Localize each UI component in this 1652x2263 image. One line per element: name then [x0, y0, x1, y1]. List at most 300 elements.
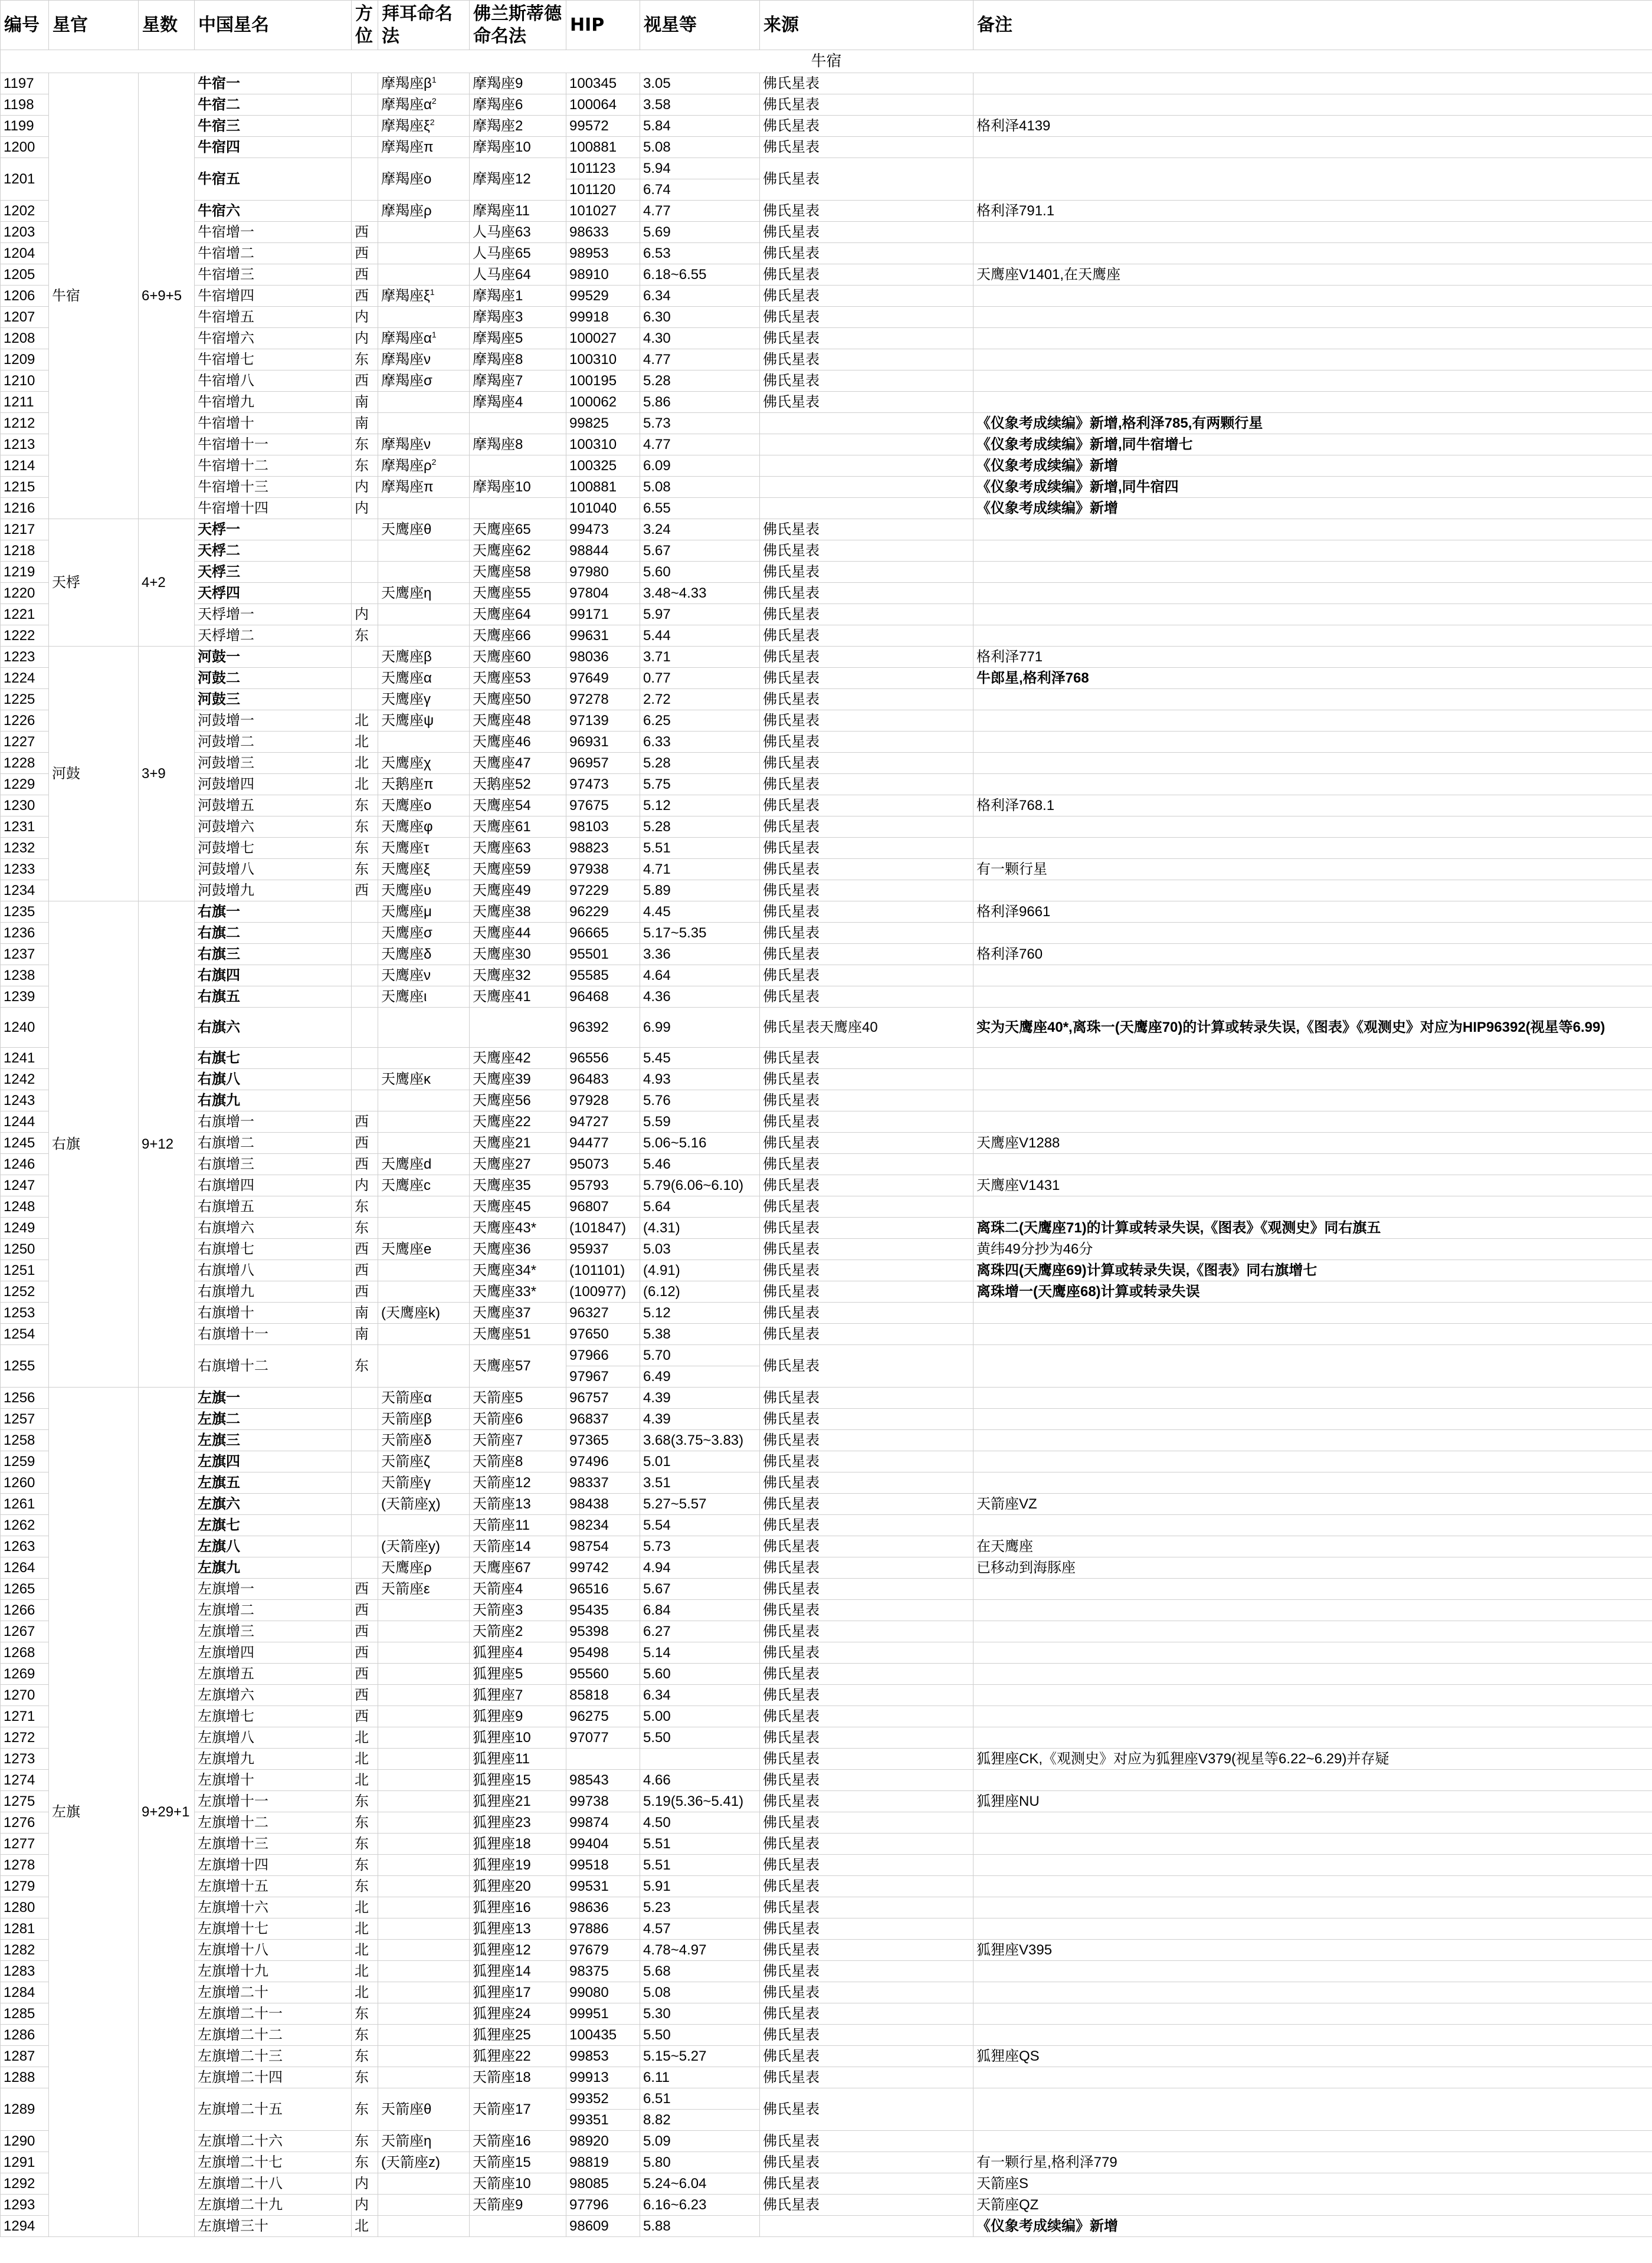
- source: 佛氏星表: [760, 583, 974, 604]
- notes: [974, 2067, 1652, 2088]
- chinese-star-name: 右旗增五: [195, 1196, 352, 1218]
- source: 佛氏星表: [760, 901, 974, 923]
- hip-number: 99351: [566, 2110, 640, 2131]
- direction: 内: [352, 2173, 378, 2195]
- source: 佛氏星表: [760, 328, 974, 349]
- notes: 《仪象考成续编》新增: [974, 498, 1652, 519]
- table-row: [1, 540, 1652, 562]
- hip-number: 95560: [566, 1664, 640, 1685]
- bayer-text: 天鹰座δ: [381, 946, 432, 962]
- bayer-designation: [378, 1961, 470, 1982]
- table-body: [1, 50, 1652, 2237]
- magnitude: 5.51: [640, 838, 760, 859]
- chinese-star-name: 左旗增十: [195, 1770, 352, 1791]
- source: 佛氏星表: [760, 1897, 974, 1918]
- chinese-star-name: 天桴增一: [195, 604, 352, 625]
- magnitude: 5.28: [640, 753, 760, 774]
- direction: 北: [352, 1770, 378, 1791]
- notes: [974, 2025, 1652, 2046]
- star-number: 1207: [1, 307, 49, 328]
- source: 佛氏星表: [760, 519, 974, 540]
- hip-number: 99473: [566, 519, 640, 540]
- hip-number: 97679: [566, 1940, 640, 1961]
- source: 佛氏星表: [760, 1706, 974, 1727]
- hip-number: 96229: [566, 901, 640, 923]
- magnitude: 5.17~5.35: [640, 923, 760, 944]
- direction: 西: [352, 1281, 378, 1303]
- hip-number: 96757: [566, 1388, 640, 1409]
- chinese-star-name: 左旗增十九: [195, 1961, 352, 1982]
- source: 佛氏星表: [760, 286, 974, 307]
- bayer-designation: [378, 1154, 470, 1175]
- direction: 西: [352, 1111, 378, 1133]
- table-row: [1, 1791, 1652, 1812]
- source: 佛氏星表: [760, 2173, 974, 2195]
- bayer-designation: [378, 116, 470, 137]
- flamsteed-designation: 天鹰座66: [470, 625, 566, 647]
- notes: 格利泽768.1: [974, 795, 1652, 816]
- notes: [974, 838, 1652, 859]
- star-number: 1236: [1, 923, 49, 944]
- star-count: 9+12: [139, 901, 195, 1388]
- chinese-star-name: 河鼓增九: [195, 880, 352, 901]
- notes: [974, 1451, 1652, 1472]
- source: 佛氏星表: [760, 2195, 974, 2216]
- chinese-star-name: 牛宿五: [195, 158, 352, 201]
- source: 佛氏星表: [760, 1855, 974, 1876]
- source: 佛氏星表: [760, 222, 974, 243]
- flamsteed-designation: 天箭座14: [470, 1536, 566, 1557]
- table-row: [1, 477, 1652, 498]
- flamsteed-designation: 摩羯座3: [470, 307, 566, 328]
- source: 佛氏星表: [760, 1175, 974, 1196]
- direction: 东: [352, 1855, 378, 1876]
- hip-number: 94477: [566, 1133, 640, 1154]
- direction: 东: [352, 1812, 378, 1834]
- direction: 西: [352, 1133, 378, 1154]
- source: 佛氏星表: [760, 1218, 974, 1239]
- notes: [974, 753, 1652, 774]
- chinese-star-name: 左旗三: [195, 1430, 352, 1451]
- flamsteed-designation: 狐狸座23: [470, 1812, 566, 1834]
- direction: 西: [352, 1706, 378, 1727]
- table-row: [1, 1621, 1652, 1642]
- hip-number: 100310: [566, 349, 640, 370]
- source: 佛氏星表: [760, 562, 974, 583]
- star-number: 1290: [1, 2131, 49, 2152]
- bayer-designation: [378, 2003, 470, 2025]
- star-number: 1222: [1, 625, 49, 647]
- hip-number: 97139: [566, 710, 640, 732]
- star-number: 1271: [1, 1706, 49, 1727]
- bayer-designation: [378, 286, 470, 307]
- magnitude: 3.58: [640, 94, 760, 116]
- direction: 东: [352, 2046, 378, 2067]
- table-row: [1, 965, 1652, 986]
- bayer-designation: [378, 562, 470, 583]
- star-number: 1209: [1, 349, 49, 370]
- hip-number: 100310: [566, 434, 640, 455]
- star-number: 1199: [1, 116, 49, 137]
- notes: [974, 986, 1652, 1008]
- source: [760, 413, 974, 434]
- notes: 《仪象考成续编》新增,同牛宿增七: [974, 434, 1652, 455]
- magnitude: 5.86: [640, 392, 760, 413]
- hip-number: 101120: [566, 179, 640, 201]
- chinese-star-name: 右旗增九: [195, 1281, 352, 1303]
- magnitude: 5.94: [640, 158, 760, 179]
- flamsteed-designation: 天鹰座49: [470, 880, 566, 901]
- magnitude: 5.28: [640, 370, 760, 392]
- magnitude: 6.49: [640, 1366, 760, 1388]
- flamsteed-designation: 天箭座2: [470, 1621, 566, 1642]
- bayer-text: 天箭座θ: [381, 2101, 432, 2117]
- source: 佛氏星表: [760, 137, 974, 158]
- flamsteed-designation: 天鹅座52: [470, 774, 566, 795]
- direction: 内: [352, 2195, 378, 2216]
- bayer-designation: [378, 923, 470, 944]
- source: 佛氏星表: [760, 243, 974, 264]
- chinese-star-name: 右旗九: [195, 1090, 352, 1111]
- flamsteed-designation: 狐狸座19: [470, 1855, 566, 1876]
- source: 佛氏星表: [760, 923, 974, 944]
- hip-number: 98543: [566, 1770, 640, 1791]
- bayer-text: (天箭座χ): [381, 1495, 441, 1512]
- notes: 已移动到海豚座: [974, 1557, 1652, 1579]
- bayer-designation: [378, 2067, 470, 2088]
- flamsteed-designation: 天鹰座46: [470, 732, 566, 753]
- flamsteed-designation: 天箭座6: [470, 1409, 566, 1430]
- table-row: [1, 243, 1652, 264]
- flamsteed-designation: 天箭座11: [470, 1515, 566, 1536]
- table-row: [1, 1451, 1652, 1472]
- source: 佛氏星表: [760, 1621, 974, 1642]
- star-number: 1215: [1, 477, 49, 498]
- table-row: [1, 2046, 1652, 2067]
- flamsteed-designation: 摩羯座11: [470, 201, 566, 222]
- chinese-star-name: 右旗六: [195, 1008, 352, 1048]
- header-no: 编号: [1, 1, 49, 50]
- bayer-designation: [378, 1812, 470, 1834]
- source: 佛氏星表: [760, 201, 974, 222]
- flamsteed-designation: 天鹰座55: [470, 583, 566, 604]
- source: 佛氏星表: [760, 1472, 974, 1494]
- source: [760, 2216, 974, 2237]
- hip-number: 99951: [566, 2003, 640, 2025]
- source: 佛氏星表: [760, 795, 974, 816]
- bayer-text: 天箭座ζ: [381, 1453, 430, 1470]
- bayer-superscript: 2: [430, 117, 435, 127]
- star-number: 1242: [1, 1069, 49, 1090]
- table-row: [1, 519, 1652, 540]
- chinese-star-name: 右旗一: [195, 901, 352, 923]
- notes: 格利泽760: [974, 944, 1652, 965]
- source: 佛氏星表: [760, 1090, 974, 1111]
- bayer-designation: [378, 1048, 470, 1069]
- table-row: [1, 880, 1652, 901]
- bayer-designation: [378, 222, 470, 243]
- notes: 格利泽9661: [974, 901, 1652, 923]
- direction: 北: [352, 753, 378, 774]
- notes: [974, 158, 1652, 201]
- direction: [352, 116, 378, 137]
- bayer-designation: [378, 647, 470, 668]
- source: 佛氏星表: [760, 625, 974, 647]
- direction: [352, 94, 378, 116]
- hip-number: 96665: [566, 923, 640, 944]
- bayer-text: 摩羯座σ: [381, 372, 432, 389]
- bayer-text: 天箭座η: [381, 2133, 432, 2149]
- magnitude: 6.55: [640, 498, 760, 519]
- star-number: 1256: [1, 1388, 49, 1409]
- magnitude: 3.48~4.33: [640, 583, 760, 604]
- bayer-designation: [378, 2216, 470, 2237]
- table-row: [1, 753, 1652, 774]
- source: 佛氏星表: [760, 1388, 974, 1409]
- bayer-designation: [378, 1303, 470, 1324]
- direction: 东: [352, 2067, 378, 2088]
- table-row: [1, 583, 1652, 604]
- bayer-text: 天鹰座γ: [381, 691, 431, 707]
- table-row: [1, 1557, 1652, 1579]
- direction: [352, 1472, 378, 1494]
- source: 佛氏星表: [760, 1600, 974, 1621]
- flamsteed-designation: 狐狸座22: [470, 2046, 566, 2067]
- chinese-star-name: 牛宿增八: [195, 370, 352, 392]
- source: 佛氏星表: [760, 1239, 974, 1260]
- source: 佛氏星表: [760, 116, 974, 137]
- hip-number: 95435: [566, 1600, 640, 1621]
- source: 佛氏星表: [760, 668, 974, 689]
- star-number: 1289: [1, 2088, 49, 2131]
- bayer-designation: [378, 1494, 470, 1515]
- notes: 天箭座QZ: [974, 2195, 1652, 2216]
- bayer-designation: [378, 1008, 470, 1048]
- hip-number: 96483: [566, 1069, 640, 1090]
- table-row: [1, 901, 1652, 923]
- star-number: 1245: [1, 1133, 49, 1154]
- hip-number: 99631: [566, 625, 640, 647]
- bayer-text: 天箭座β: [381, 1411, 432, 1427]
- source: 佛氏星表: [760, 1536, 974, 1557]
- magnitude: 4.77: [640, 201, 760, 222]
- magnitude: 5.88: [640, 2216, 760, 2237]
- chinese-star-name: 右旗增八: [195, 1260, 352, 1281]
- hip-number: 95937: [566, 1239, 640, 1260]
- hip-number: 99825: [566, 413, 640, 434]
- bayer-text: 天鹰座ι: [381, 988, 427, 1005]
- bayer-designation: [378, 498, 470, 519]
- bayer-designation: [378, 1111, 470, 1133]
- notes: 天鹰座V1431: [974, 1175, 1652, 1196]
- star-number: 1294: [1, 2216, 49, 2237]
- flamsteed-designation: 天箭座5: [470, 1388, 566, 1409]
- direction: 东: [352, 625, 378, 647]
- magnitude: 3.24: [640, 519, 760, 540]
- hip-number: 95585: [566, 965, 640, 986]
- bayer-designation: [378, 753, 470, 774]
- bayer-designation: [378, 455, 470, 477]
- flamsteed-designation: 天鹰座64: [470, 604, 566, 625]
- magnitude: 5.08: [640, 477, 760, 498]
- hip-number: 99874: [566, 1812, 640, 1834]
- magnitude: 6.99: [640, 1008, 760, 1048]
- table-row: [1, 1579, 1652, 1600]
- magnitude: [640, 1749, 760, 1770]
- magnitude: (4.31): [640, 1218, 760, 1239]
- table-row: [1, 2131, 1652, 2152]
- flamsteed-designation: 摩羯座7: [470, 370, 566, 392]
- chinese-star-name: 左旗增十二: [195, 1812, 352, 1834]
- magnitude: 4.77: [640, 434, 760, 455]
- hip-number: 97365: [566, 1430, 640, 1451]
- flamsteed-designation: 天箭座13: [470, 1494, 566, 1515]
- notes: [974, 1069, 1652, 1090]
- flamsteed-designation: 天鹰座34*: [470, 1260, 566, 1281]
- notes: [974, 540, 1652, 562]
- bayer-text: 天鹰座c: [381, 1177, 431, 1193]
- source: 佛氏星表: [760, 816, 974, 838]
- direction: 西: [352, 1621, 378, 1642]
- hip-number: 98337: [566, 1472, 640, 1494]
- hip-number: 98910: [566, 264, 640, 286]
- hip-number: 96556: [566, 1048, 640, 1069]
- star-number: 1275: [1, 1791, 49, 1812]
- magnitude: 5.67: [640, 540, 760, 562]
- hip-number: 99529: [566, 286, 640, 307]
- flamsteed-designation: 天箭座17: [470, 2088, 566, 2131]
- chinese-star-name: 左旗增二十六: [195, 2131, 352, 2152]
- notes: 实为天鹰座40*,离珠一(天鹰座70)的计算或转录失误,《图表》《观测史》对应为HIP96392(视星等6.99): [974, 1008, 1652, 1048]
- star-number: 1284: [1, 1982, 49, 2003]
- flamsteed-designation: 天鹰座32: [470, 965, 566, 986]
- chinese-star-name: 河鼓增六: [195, 816, 352, 838]
- table-row: [1, 1515, 1652, 1536]
- bayer-designation: [378, 328, 470, 349]
- chinese-star-name: 牛宿增一: [195, 222, 352, 243]
- magnitude: 5.28: [640, 816, 760, 838]
- notes: [974, 923, 1652, 944]
- notes: [974, 1897, 1652, 1918]
- source: 佛氏星表: [760, 392, 974, 413]
- flamsteed-designation: 天鹰座59: [470, 859, 566, 880]
- chinese-star-name: 左旗增二十三: [195, 2046, 352, 2067]
- table-row: [1, 1239, 1652, 1260]
- table-row: [1, 838, 1652, 859]
- star-number: 1223: [1, 647, 49, 668]
- chinese-star-name: 牛宿增五: [195, 307, 352, 328]
- bayer-text: 天鹰座τ: [381, 839, 430, 856]
- direction: [352, 689, 378, 710]
- star-number: 1240: [1, 1008, 49, 1048]
- table-row: [1, 668, 1652, 689]
- flamsteed-designation: 狐狸座7: [470, 1685, 566, 1706]
- flamsteed-designation: 天箭座12: [470, 1472, 566, 1494]
- hip-number: 96957: [566, 753, 640, 774]
- source: 佛氏星表: [760, 1281, 974, 1303]
- chinese-star-name: 河鼓增五: [195, 795, 352, 816]
- flamsteed-designation: 天鹰座42: [470, 1048, 566, 1069]
- bayer-designation: [378, 1536, 470, 1557]
- source: 佛氏星表: [760, 753, 974, 774]
- bayer-text: 天鹰座ν: [381, 967, 431, 983]
- star-number: 1288: [1, 2067, 49, 2088]
- direction: 东: [352, 816, 378, 838]
- magnitude: 3.51: [640, 1472, 760, 1494]
- hip-number: 98375: [566, 1961, 640, 1982]
- direction: 东: [352, 1876, 378, 1897]
- notes: [974, 1642, 1652, 1664]
- flamsteed-designation: 天鹰座53: [470, 668, 566, 689]
- star-number: 1293: [1, 2195, 49, 2216]
- bayer-designation: [378, 880, 470, 901]
- table-row: [1, 1834, 1652, 1855]
- star-number: 1255: [1, 1345, 49, 1388]
- magnitude: 5.44: [640, 625, 760, 647]
- direction: 西: [352, 1579, 378, 1600]
- bayer-designation: [378, 1324, 470, 1345]
- table-row: [1, 1069, 1652, 1090]
- magnitude: 4.39: [640, 1409, 760, 1430]
- notes: 《仪象考成续编》新增: [974, 2216, 1652, 2237]
- bayer-designation: [378, 774, 470, 795]
- table-row: [1, 1281, 1652, 1303]
- table-row: [1, 1175, 1652, 1196]
- source: 佛氏星表: [760, 1196, 974, 1218]
- notes: 天鹰座V1401,在天鹰座: [974, 264, 1652, 286]
- hip-number: 98953: [566, 243, 640, 264]
- flamsteed-designation: 天鹰座36: [470, 1239, 566, 1260]
- chinese-star-name: 河鼓增二: [195, 732, 352, 753]
- magnitude: 5.76: [640, 1090, 760, 1111]
- notes: 《仪象考成续编》新增: [974, 455, 1652, 477]
- notes: [974, 137, 1652, 158]
- direction: 东: [352, 1834, 378, 1855]
- hip-number: 98754: [566, 1536, 640, 1557]
- bayer-designation: [378, 519, 470, 540]
- source: 佛氏星表: [760, 2152, 974, 2173]
- hip-number: (100977): [566, 1281, 640, 1303]
- bayer-designation: [378, 264, 470, 286]
- hip-number: 97077: [566, 1727, 640, 1749]
- notes: 《仪象考成续编》新增,同牛宿四: [974, 477, 1652, 498]
- magnitude: 5.64: [640, 1196, 760, 1218]
- header-notes: 备注: [974, 1, 1652, 50]
- source: 佛氏星表: [760, 1303, 974, 1324]
- notes: 有一颗行星: [974, 859, 1652, 880]
- source: 佛氏星表: [760, 604, 974, 625]
- star-number: 1263: [1, 1536, 49, 1557]
- table-row: [1, 2025, 1652, 2046]
- table-row: [1, 1536, 1652, 1557]
- flamsteed-designation: 天鹰座35: [470, 1175, 566, 1196]
- table-row: [1, 1897, 1652, 1918]
- chinese-star-name: 河鼓增七: [195, 838, 352, 859]
- table-row: [1, 1855, 1652, 1876]
- bayer-text: (天箭座y): [381, 1538, 440, 1554]
- source: 佛氏星表: [760, 1345, 974, 1388]
- direction: [352, 1008, 378, 1048]
- table-row: [1, 1409, 1652, 1430]
- flamsteed-designation: 天鹰座54: [470, 795, 566, 816]
- notes: [974, 562, 1652, 583]
- bayer-text: 天鹰座ψ: [381, 712, 434, 729]
- flamsteed-designation: 摩羯座1: [470, 286, 566, 307]
- direction: 东: [352, 795, 378, 816]
- star-count: 6+9+5: [139, 73, 195, 519]
- star-number: 1253: [1, 1303, 49, 1324]
- hip-number: 101123: [566, 158, 640, 179]
